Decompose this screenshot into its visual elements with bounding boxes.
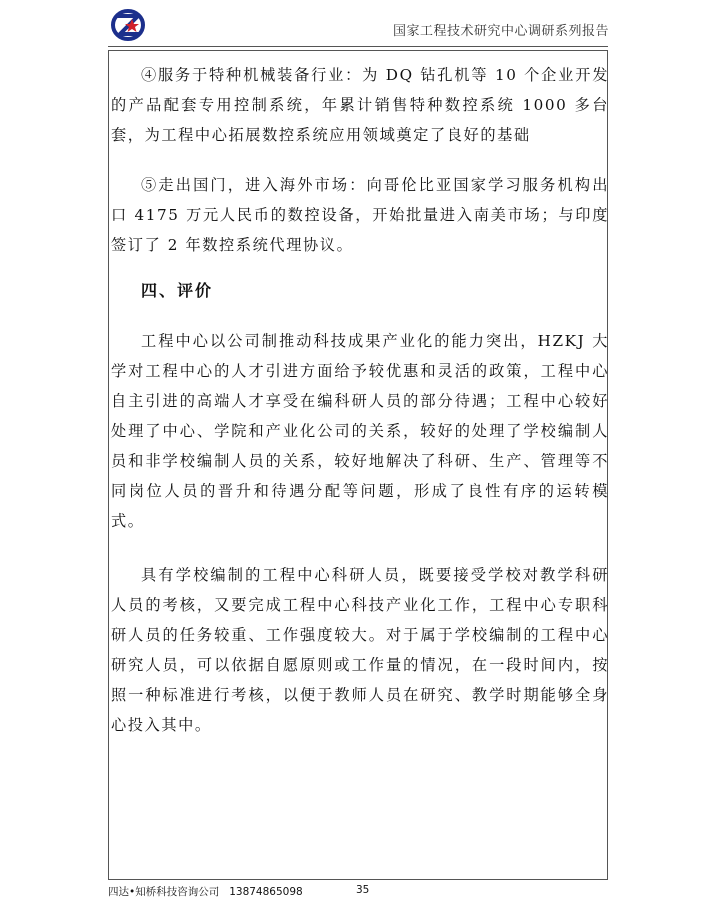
footer bbox=[108, 884, 303, 899]
document-body bbox=[111, 60, 609, 740]
logo-icon bbox=[108, 8, 148, 42]
evaluation-paragraph-1: 工程中心以公司制推动科技成果产业化的能力突出，HZKJ 大学对工程中心的人才引进方面给予较优惠和灵活的政策，工程中心自主引进的高端人才享受在编科研人员的部分待遇；工程中心较好处理了中心、学院和产业化公司的关系，较好的处理了学校编制人员和非学校编制人员的关系，较好地解决了科研、生产、管理等不同岗位人员的晋升和待遇分配等问题，形成了良性有序的运转模式。 bbox=[111, 332, 609, 530]
page-number: 35 bbox=[356, 884, 370, 896]
paragraph-item-4: ④服务于特种机械装备行业：为 DQ 钻孔机等 10 个企业开发的产品配套专用控制系统，年累计销售特种数控系统 1000 多台套，为工程中心拓展数控系统应用领域奠定了良好的基础 bbox=[111, 66, 609, 144]
header-title: 国家工程技术研究中心调研系列报告 bbox=[392, 24, 609, 39]
paragraph-item-5: ⑤走出国门，进入海外市场：向哥伦比亚国家学习服务机构出口 4175 万元人民币的数控设备，开始批量进入南美市场；与印度签订了 2 年数控系统代理协议。 bbox=[111, 176, 609, 254]
header-rule bbox=[108, 46, 608, 47]
evaluation-paragraph-2: 具有学校编制的工程中心科研人员，既要接受学校对教学科研人员的考核，又要完成工程中心科技产业化工作，工程中心专职科研人员的任务较重、工作强度较大。对于属于学校编制的工程中心研究人员，可以依据自愿原则或工作量的情况，在一段时间内，按照一种标准进行考核，以便于教师人员在研究、教学时期能够全身心投入其中。 bbox=[111, 566, 609, 734]
footer-company: 四达•知桥科技咨询公司 bbox=[108, 886, 220, 898]
footer-phone: 13874865098 bbox=[229, 886, 303, 898]
section-heading: 四、评价 bbox=[141, 281, 214, 300]
